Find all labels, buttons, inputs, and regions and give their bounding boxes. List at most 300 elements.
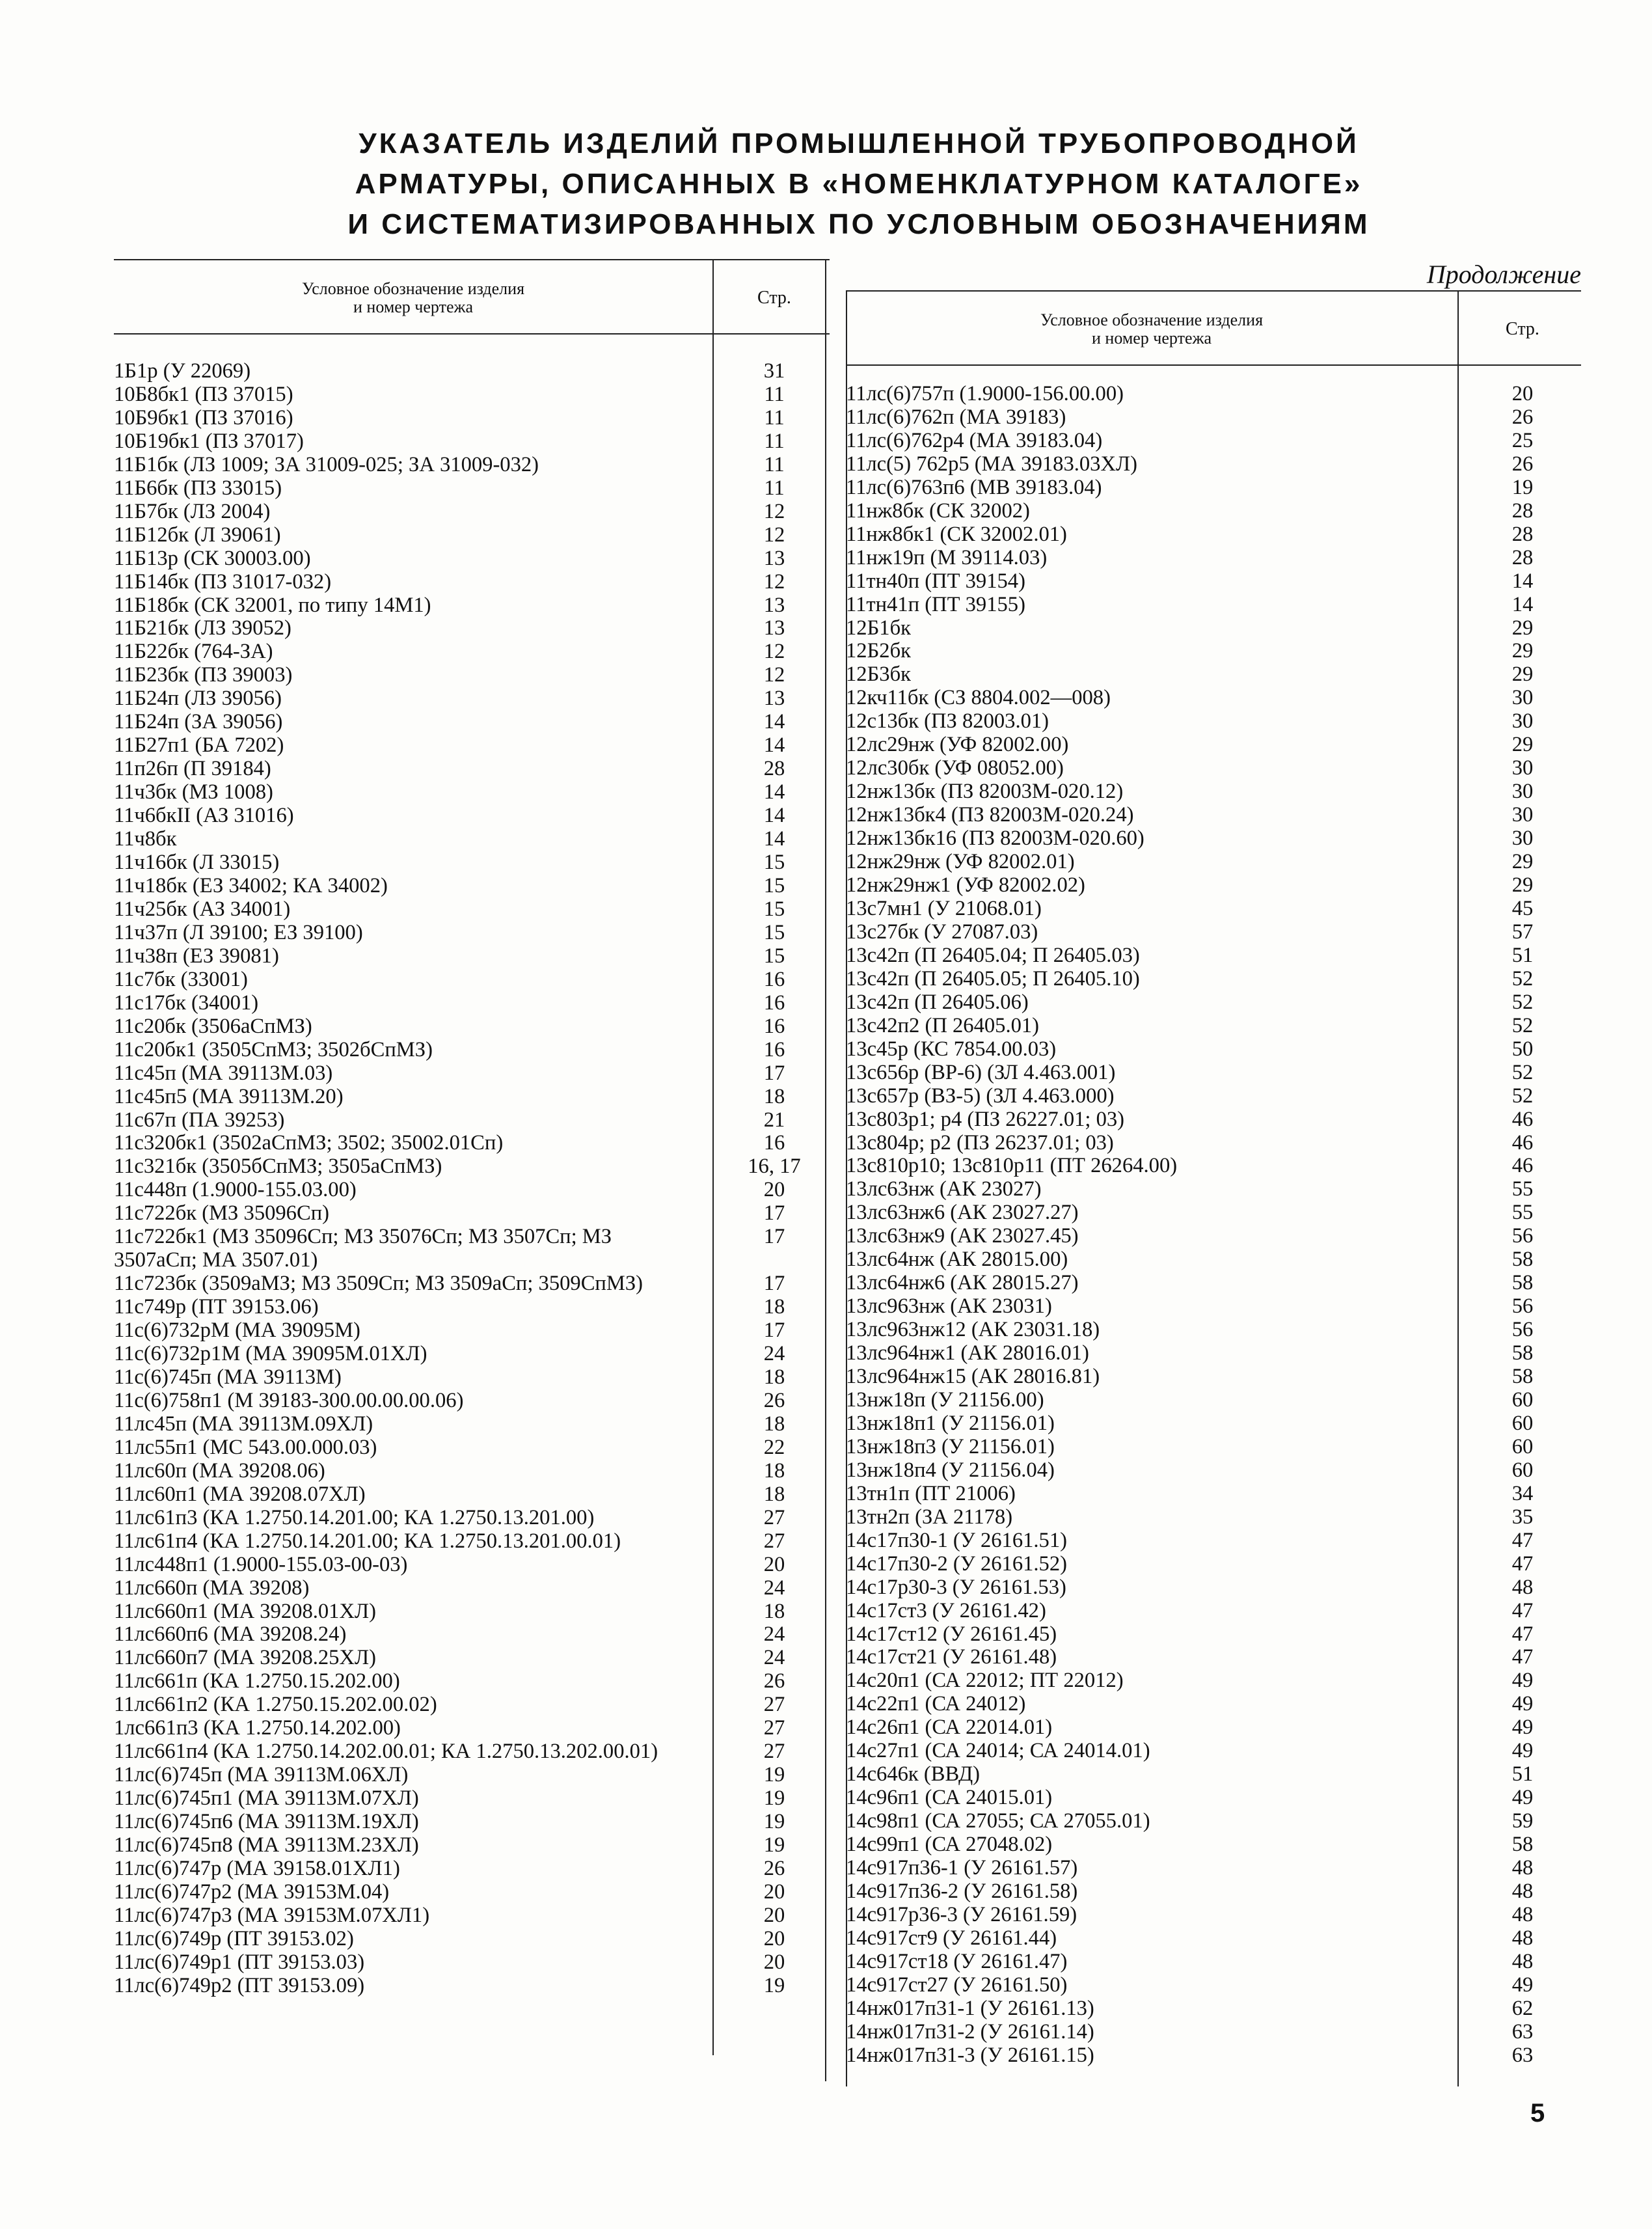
header-designation: Условное обозначение изделия и номер чертежа (1040, 310, 1264, 348)
item-designation: 13с45р (КС 7854.00.03) (846, 1037, 1057, 1061)
table-row (846, 1997, 1581, 2021)
item-page: 24 (763, 1342, 785, 1366)
table-row (114, 477, 830, 500)
item-designation: 11с722бк (МЗ 35096Сп) (114, 1201, 329, 1225)
table-row (114, 1670, 830, 1693)
item-designation: 13с657р (ВЗ-5) (ЗЛ 4.463.000) (846, 1084, 1115, 1108)
item-designation: 1лс661п3 (КА 1.2750.14.202.00) (114, 1716, 401, 1740)
item-designation: 13с804р; р2 (ПЗ 26237.01; 03) (846, 1130, 1114, 1155)
item-designation: 13с810р10; 13с810р11 (ПТ 26264.00) (846, 1154, 1178, 1178)
item-page: 17 (763, 1225, 785, 1249)
item-page: 28 (1511, 545, 1534, 569)
item-page: 30 (1511, 756, 1534, 780)
item-page: 30 (1511, 686, 1534, 710)
item-designation: 11ч18бк (ЕЗ 34002; КА 34002) (114, 873, 388, 897)
table-row (114, 360, 830, 383)
item-page: 63 (1511, 2019, 1534, 2044)
item-designation: 14с917п36-2 (У 26161.58) (846, 1880, 1078, 1903)
table-row (846, 430, 1581, 453)
item-page: 59 (1511, 1809, 1534, 1833)
item-page: 31 (763, 359, 785, 383)
item-page: 49 (1511, 1716, 1534, 1740)
item-page: 16 (763, 967, 785, 991)
item-page: 47 (1511, 1528, 1534, 1552)
item-designation: 14с98п1 (СА 27055; СА 27055.01) (846, 1809, 1150, 1833)
table-row (114, 804, 830, 828)
item-designation: 11нж8бк (СК 32002) (846, 499, 1030, 523)
item-page: 20 (763, 1926, 785, 1950)
item-page: 35 (1511, 1505, 1534, 1529)
item-designation: 12Б3бк (846, 663, 911, 687)
item-page: 27 (763, 1505, 785, 1529)
item-page: 12 (763, 499, 785, 523)
table-row (846, 1365, 1581, 1389)
item-page: 21 (763, 1108, 785, 1132)
item-page: 26 (763, 1857, 785, 1880)
table-row (846, 2044, 1581, 2068)
item-page: 12 (763, 569, 785, 594)
item-page: 29 (1511, 616, 1534, 640)
table-row (846, 1553, 1581, 1576)
table-row (846, 1904, 1581, 1927)
item-page: 18 (763, 1599, 785, 1623)
item-designation: 12нж13бк4 (ПЗ 82003М-020.24) (846, 803, 1134, 827)
table-row (846, 500, 1581, 523)
table-row (114, 407, 830, 430)
item-designation: 11лс(6)745п6 (МА 39113М.19ХЛ) (114, 1810, 419, 1834)
item-page: 11 (764, 382, 785, 406)
item-page: 46 (1511, 1154, 1534, 1178)
table-row (846, 897, 1581, 921)
item-page: 16 (763, 1014, 785, 1038)
item-page: 16, 17 (748, 1155, 801, 1179)
item-page: 14 (1511, 569, 1534, 593)
item-designation: 11Б27п1 (БА 7202) (114, 733, 284, 758)
table-row (114, 1577, 830, 1600)
item-designation: 11нж8бк1 (СК 32002.01) (846, 522, 1067, 546)
item-designation: 11лс(6)749р1 (ПТ 39153.03) (114, 1950, 365, 1974)
table-row (846, 827, 1581, 851)
item-designation: 14нж017п31-1 (У 26161.13) (846, 1996, 1094, 2020)
item-designation: 13нж18п1 (У 21156.01) (846, 1411, 1055, 1435)
table-row (846, 1155, 1581, 1178)
table-row (114, 1975, 830, 1998)
item-designation: 14с17п30-2 (У 26161.52) (846, 1552, 1067, 1576)
item-page: 48 (1511, 1926, 1534, 1950)
table-row (114, 1436, 830, 1460)
table-row (846, 1436, 1581, 1459)
item-page: 25 (1511, 428, 1534, 452)
item-designation: 14с646к (ВВД) (846, 1762, 981, 1786)
item-designation: 13тн1п (ПТ 21006) (846, 1481, 1016, 1505)
item-designation: 12нж29нж1 (УФ 82002.02) (846, 873, 1085, 897)
table-row (114, 1389, 830, 1413)
item-page: 19 (763, 1973, 785, 1997)
header-page: Стр. (1506, 319, 1539, 339)
table-row (846, 874, 1581, 897)
item-designation: 14с99п1 (СА 27048.02) (846, 1833, 1053, 1857)
item-designation: 13лс964нж15 (АК 28016.81) (846, 1365, 1100, 1389)
table-row (114, 1086, 830, 1109)
table-row (114, 500, 830, 524)
table-row (114, 1530, 830, 1553)
item-page: 24 (763, 1646, 785, 1670)
item-designation: 11лс(6)745п (МА 39113М.06ХЛ) (114, 1763, 409, 1787)
table-row (114, 1296, 830, 1319)
table-row (114, 1015, 830, 1039)
item-page: 13 (763, 687, 785, 711)
table-row (846, 1132, 1581, 1155)
table-row (114, 1647, 830, 1670)
table-row (114, 1272, 830, 1296)
item-page: 52 (1511, 966, 1534, 991)
item-designation: 11Б1бк (ЛЗ 1009; ЗА 31009-025; ЗА 31009-032) (114, 452, 539, 476)
row-list (846, 383, 1581, 2068)
item-designation: 13лс63нж (АК 23027) (846, 1177, 1042, 1201)
item-page: 48 (1511, 1902, 1534, 1926)
title-line: АРМАТУРЫ, ОПИСАННЫХ В «НОМЕНКЛАТУРНОМ КАТАЛОГЕ» (355, 168, 1363, 200)
item-designation: 1Б1р (У 22069) (114, 359, 251, 383)
table-row (114, 617, 830, 640)
item-page: 24 (763, 1622, 785, 1647)
item-designation: 14с17ст12 (У 26161.45) (846, 1622, 1057, 1646)
item-designation: 13лс963нж (АК 23031) (846, 1294, 1052, 1319)
item-page: 11 (764, 405, 785, 430)
item-designation: 11тн41п (ПТ 39155) (846, 592, 1025, 616)
item-page: 46 (1511, 1130, 1534, 1155)
item-designation: 11с(6)745п (МА 39113М) (114, 1365, 342, 1389)
item-designation: 11лс61п3 (КА 1.2750.14.201.00; КА 1.2750.13.201.00) (114, 1505, 595, 1529)
title-line: И СИСТЕМАТИЗИРОВАННЫХ ПО УСЛОВНЫМ ОБОЗНАЧЕНИЯМ (347, 208, 1370, 240)
item-designation: 11ч25бк (АЗ 34001) (114, 897, 291, 921)
item-page: 52 (1511, 1060, 1534, 1084)
item-page: 63 (1511, 2043, 1534, 2067)
item-page: 29 (1511, 873, 1534, 897)
item-page: 20 (763, 1552, 785, 1576)
item-designation: 11с17бк (34001) (114, 991, 259, 1015)
item-page: 29 (1511, 850, 1534, 874)
table-row (114, 1553, 830, 1577)
item-designation: 13с7мн1 (У 21068.01) (846, 896, 1042, 920)
item-page: 56 (1511, 1294, 1534, 1319)
center-divider (825, 259, 826, 2081)
item-designation: 13нж18п3 (У 21156.01) (846, 1434, 1055, 1458)
item-designation: 13с42п (П 26405.05; П 26405.10) (846, 966, 1140, 991)
item-designation: 12лс29нж (УФ 82002.00) (846, 733, 1069, 757)
table-row (846, 1201, 1581, 1225)
item-page: 16 (763, 1037, 785, 1061)
item-designation: 11Б18бк (СК 32001, по типу 14М1) (114, 593, 431, 617)
table-row (114, 640, 830, 664)
item-page: 49 (1511, 1786, 1534, 1810)
item-page: 27 (763, 1529, 785, 1553)
item-page: 55 (1511, 1201, 1534, 1225)
table-row (114, 664, 830, 687)
table-row (114, 711, 830, 734)
item-designation: 14с917п36-1 (У 26161.57) (846, 1856, 1078, 1880)
table-row (846, 1880, 1581, 1904)
item-page: 60 (1511, 1458, 1534, 1482)
item-designation: 11Б24п (ЗА 39056) (114, 710, 283, 734)
item-designation: 14с26п1 (СА 22014.01) (846, 1716, 1053, 1740)
item-designation: 11с749р (ПТ 39153.06) (114, 1295, 319, 1319)
item-page: 48 (1511, 1856, 1534, 1880)
item-designation: 13лс63нж6 (АК 23027.27) (846, 1201, 1079, 1225)
item-designation: 11Б14бк (ПЗ 31017-032) (114, 569, 332, 594)
item-designation: 13лс63нж9 (АК 23027.45) (846, 1224, 1079, 1248)
continuation-label: Продолжение (1426, 260, 1581, 289)
item-designation: 11лс(6)749р (ПТ 39153.02) (114, 1926, 354, 1950)
table-row (114, 945, 830, 968)
table-row (114, 1179, 830, 1202)
item-page: 30 (1511, 827, 1534, 851)
item-designation: 12кч11бк (СЗ 8804.002—008) (846, 686, 1111, 710)
item-page: 55 (1511, 1177, 1534, 1201)
table-row (846, 944, 1581, 968)
item-designation: 14с917ст18 (У 26161.47) (846, 1949, 1068, 1973)
table-row (846, 921, 1581, 944)
item-designation: 11тн40п (ПТ 39154) (846, 569, 1025, 593)
table-row (846, 1412, 1581, 1436)
item-page: 14 (1511, 592, 1534, 616)
item-designation: 14с917р36-3 (У 26161.59) (846, 1902, 1077, 1926)
item-page: 49 (1511, 1739, 1534, 1763)
item-page: 62 (1511, 1996, 1534, 2020)
table-row (114, 1928, 830, 1951)
table-row (114, 524, 830, 547)
table-row (846, 1623, 1581, 1647)
item-designation: 13нж18п4 (У 21156.04) (846, 1458, 1055, 1482)
item-designation: 14нж017п31-3 (У 26161.15) (846, 2043, 1094, 2067)
table-row (846, 733, 1581, 757)
table-row (846, 757, 1581, 780)
table-row (846, 1248, 1581, 1272)
item-designation: 10Б9бк1 (ПЗ 37016) (114, 405, 293, 430)
item-designation: 11Б22бк (764-ЗА) (114, 640, 273, 664)
item-designation: 11с(6)732рМ (МА 39095М) (114, 1319, 360, 1343)
item-designation: 11с723бк (3509аМЗ; МЗ 3509Сп; МЗ 3509аСп; 3509СпМЗ) (114, 1272, 643, 1296)
item-designation: 11с7бк (33001) (114, 967, 248, 991)
table-row (114, 454, 830, 477)
table-row (114, 1202, 830, 1225)
table-row (846, 453, 1581, 476)
table-row (846, 1927, 1581, 1950)
item-designation: 11лс(6)745п1 (МА 39113М.07ХЛ) (114, 1786, 419, 1811)
table-row (114, 898, 830, 922)
item-page: 52 (1511, 990, 1534, 1014)
item-designation: 11ч38п (ЕЗ 39081) (114, 944, 279, 968)
item-page: 12 (763, 523, 785, 547)
item-page: 18 (763, 1365, 785, 1389)
table-row (114, 1811, 830, 1834)
item-page: 13 (763, 593, 785, 617)
item-page: 45 (1511, 896, 1534, 920)
item-page: 11 (764, 429, 785, 453)
item-page: 18 (763, 1482, 785, 1506)
table-row (846, 1319, 1581, 1342)
item-page: 12 (763, 663, 785, 687)
item-page: 47 (1511, 1552, 1534, 1576)
table-row (114, 1623, 830, 1647)
item-page: 60 (1511, 1388, 1534, 1412)
item-designation: 11лс55п1 (МС 543.00.000.03) (114, 1435, 377, 1459)
item-page: 15 (763, 873, 785, 897)
table-row (114, 1366, 830, 1389)
item-page: 14 (763, 710, 785, 734)
item-designation: 12нж13бк16 (ПЗ 82003М-020.60) (846, 827, 1144, 851)
item-designation: 11лс660п (МА 39208) (114, 1576, 310, 1600)
item-designation: 11лс(6)749р2 (ПТ 39153.09) (114, 1973, 365, 1997)
item-page: 14 (763, 780, 785, 804)
item-page: 27 (763, 1716, 785, 1740)
item-page: 30 (1511, 803, 1534, 827)
table-row (114, 547, 830, 571)
item-page: 48 (1511, 1880, 1534, 1903)
item-page: 29 (1511, 663, 1534, 687)
item-designation: 11п26п (П 39184) (114, 757, 271, 781)
item-page: 19 (763, 1833, 785, 1857)
item-designation: 12нж29нж (УФ 82002.01) (846, 850, 1075, 874)
item-designation: 11ч8бк (114, 827, 177, 851)
item-page: 17 (763, 1319, 785, 1343)
item-designation: 11лс(6)757п (1.9000-156.00.00) (846, 382, 1124, 405)
item-page: 13 (763, 546, 785, 570)
table-row (114, 828, 830, 851)
table-row (114, 1319, 830, 1343)
item-designation: 14с917ст27 (У 26161.50) (846, 1973, 1068, 1997)
item-page: 49 (1511, 1692, 1534, 1716)
item-designation: 13лс64нж6 (АК 28015.27) (846, 1271, 1079, 1295)
table-row (114, 1600, 830, 1624)
item-page: 60 (1511, 1434, 1534, 1458)
item-designation: 14с27п1 (СА 24014; СА 24014.01) (846, 1739, 1150, 1763)
item-designation: 10Б8бк1 (ПЗ 37015) (114, 382, 293, 406)
table-row (114, 383, 830, 407)
item-page: 14 (763, 733, 785, 758)
table-row (114, 1155, 830, 1179)
item-designation: 11ч16бк (Л 33015) (114, 851, 280, 875)
table-row (114, 1881, 830, 1904)
item-designation: 11лс(6)747р3 (МА 39153М.07ХЛ1) (114, 1903, 430, 1927)
header-page: Стр. (757, 288, 791, 308)
item-page: 11 (764, 452, 785, 476)
item-designation: 13с42п (П 26405.06) (846, 990, 1029, 1014)
item-designation: 14с17ст3 (У 26161.42) (846, 1598, 1046, 1622)
item-designation: 11лс660п1 (МА 39208.01ХЛ) (114, 1599, 376, 1623)
item-designation: 11Б12бк (Л 39061) (114, 523, 281, 547)
table-row (846, 476, 1581, 500)
item-designation: 12лс30бк (УФ 08052.00) (846, 756, 1064, 780)
table-row (846, 1833, 1581, 1857)
table-row (846, 1295, 1581, 1319)
item-page: 17 (763, 1272, 785, 1296)
table-row (846, 1646, 1581, 1669)
item-page: 19 (763, 1786, 785, 1811)
item-page: 15 (763, 920, 785, 944)
table-row (846, 991, 1581, 1015)
table-row (114, 1764, 830, 1787)
item-designation: 11с722бк1 (МЗ 35096Сп; МЗ 35076Сп; МЗ 3507Сп; МЗ 3507аСп; МА 3507.01) (114, 1225, 612, 1272)
table-row (114, 1904, 830, 1928)
item-page: 58 (1511, 1341, 1534, 1365)
table-row (846, 1763, 1581, 1786)
item-page: 47 (1511, 1598, 1534, 1622)
item-designation: 11Б13р (СК 30003.00) (114, 546, 311, 570)
table-header (114, 259, 830, 335)
item-page: 58 (1511, 1833, 1534, 1857)
item-page: 48 (1511, 1949, 1534, 1973)
item-designation: 12с13бк (ПЗ 82003.01) (846, 709, 1049, 733)
table-row (114, 430, 830, 454)
item-page: 26 (1511, 452, 1534, 476)
table-row (846, 1015, 1581, 1038)
item-page: 11 (764, 476, 785, 500)
item-page: 28 (1511, 499, 1534, 523)
item-designation: 13с27бк (У 27087.03) (846, 920, 1038, 944)
table-row (846, 851, 1581, 874)
item-page: 56 (1511, 1224, 1534, 1248)
item-designation: 10Б19бк1 (ПЗ 37017) (114, 429, 304, 453)
table-row (846, 640, 1581, 663)
table-row (114, 992, 830, 1015)
item-designation: 11лс(6)745п8 (МА 39113М.23ХЛ) (114, 1833, 419, 1857)
item-designation: 11лс(6)763п6 (МВ 39183.04) (846, 475, 1102, 499)
item-designation: 13нж18п (У 21156.00) (846, 1388, 1044, 1412)
item-designation: 11с448п (1.9000-155.03.00) (114, 1178, 357, 1202)
item-page: 20 (763, 1903, 785, 1927)
item-page: 12 (763, 640, 785, 664)
table-row (114, 1483, 830, 1507)
table-row (114, 851, 830, 875)
item-page: 49 (1511, 1973, 1534, 1997)
table-row (846, 523, 1581, 547)
item-designation: 13тн2п (ЗА 21178) (846, 1505, 1013, 1529)
item-designation: 13с803р1; р4 (ПЗ 26227.01; 03) (846, 1107, 1125, 1131)
item-designation: 11с(6)758п1 (М 39183-300.00.00.00.06) (114, 1388, 464, 1412)
item-designation: 11с45п5 (МА 39113М.20) (114, 1084, 344, 1108)
table-row (114, 1740, 830, 1764)
page-number: 5 (1530, 2099, 1545, 2127)
item-designation: 11с20бк1 (3505СпМЗ; 3502бСпМЗ) (114, 1037, 433, 1061)
item-page: 29 (1511, 639, 1534, 663)
item-page: 20 (1511, 382, 1534, 405)
item-page: 19 (763, 1763, 785, 1787)
table-row (114, 781, 830, 804)
item-designation: 13с42п2 (П 26405.01) (846, 1013, 1040, 1037)
item-designation: 11лс661п2 (КА 1.2750.15.202.00.02) (114, 1693, 437, 1717)
item-page: 60 (1511, 1411, 1534, 1435)
table-row (846, 663, 1581, 687)
header-designation: Условное обозначение изделия и номер чертежа (301, 279, 525, 316)
table-row (846, 570, 1581, 594)
table-row (846, 1272, 1581, 1295)
item-designation: 11с67п (ПА 39253) (114, 1108, 285, 1132)
table-row (114, 758, 830, 781)
table-row (846, 1740, 1581, 1763)
item-designation: 11с321бк (3505бСпМЗ; 3505аСпМЗ) (114, 1155, 442, 1179)
item-page: 28 (763, 757, 785, 781)
table-row (114, 1039, 830, 1062)
item-page: 52 (1511, 1084, 1534, 1108)
item-page: 47 (1511, 1645, 1534, 1669)
item-page: 30 (1511, 709, 1534, 733)
table-row (846, 1085, 1581, 1108)
row-list (114, 360, 830, 1998)
item-page: 14 (763, 804, 785, 828)
item-page: 56 (1511, 1318, 1534, 1342)
item-page: 15 (763, 851, 785, 875)
table-row (114, 1132, 830, 1155)
